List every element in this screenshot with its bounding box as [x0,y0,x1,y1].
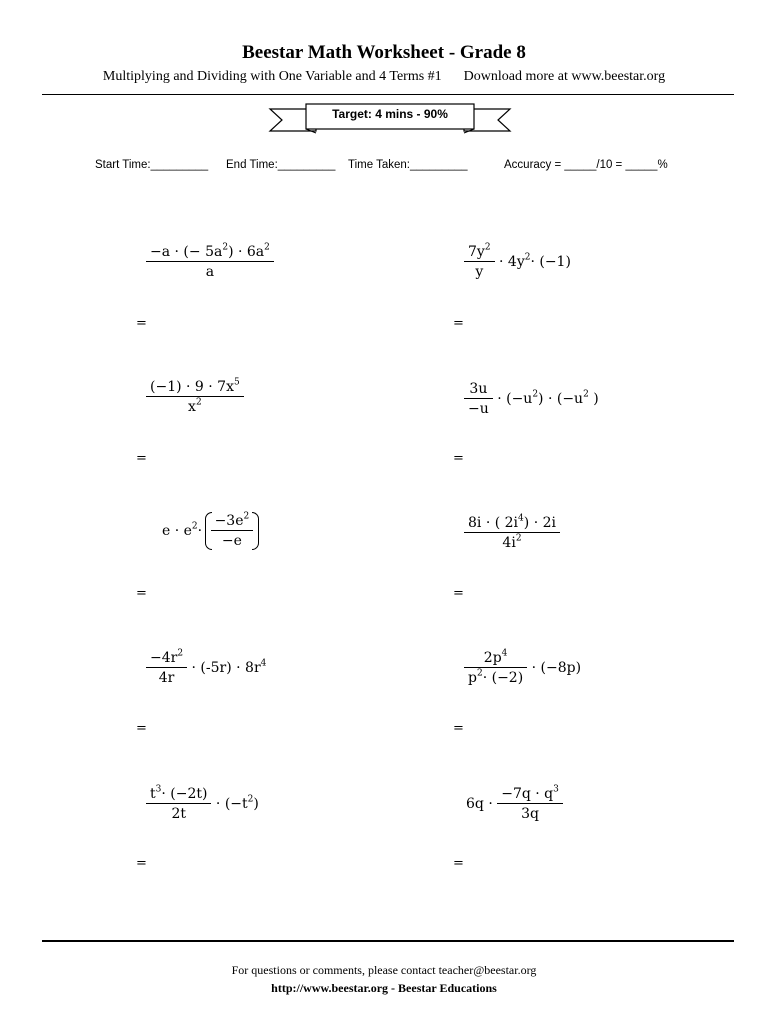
answer-4-equals: = [453,451,464,466]
problem-9-rest: · $(-t^2)$ [215,794,259,812]
answer-2-equals: = [453,316,464,331]
problem-5-prefix: $e \cdot e^2\cdot$ [162,521,203,539]
problem-8-fraction [464,650,527,686]
footer-contact: For questions or comments, please contact teacher@beestar.org [231,963,537,977]
problem-3-fraction [146,379,244,415]
problem-9-numerator: $t^3\cdot (-2t)$ [146,786,211,804]
problem-1-fraction [146,244,274,280]
start-time-field[interactable]: Start Time:_________ [95,159,209,171]
problem-8 [464,650,581,686]
answer-8-equals: = [453,721,464,736]
problem-10-fraction [497,786,563,822]
problem-9-denominator: 2t [171,806,186,822]
problem-9-fraction [146,786,211,822]
problem-4 [464,381,599,417]
problem-8-rest: · (−8p) [531,660,582,676]
time-taken-field[interactable]: Time Taken:_________ [348,159,468,171]
problem-10-prefix: 6q · [466,796,493,812]
problem-4-rest: · $(-u^2) \cdot (-u^2$ ) [497,389,599,407]
problem-4-numerator: 3u [464,381,493,399]
problem-10 [466,786,563,822]
header-divider [42,94,734,95]
problem-5-parentheses [207,512,258,550]
problem-7-numerator: $-4r^2$ [146,650,187,668]
problem-10-denominator: 3q [521,806,539,822]
footer-site-link[interactable]: http://www.beestar.org - Beestar Educations [271,981,497,995]
problem-5-denominator: −e [221,533,242,549]
problem-10-numerator: $-7q \cdot q^3$ [497,786,563,804]
answer-7-equals: = [136,721,147,736]
problem-1-denominator: a [205,264,215,280]
problem-7-denominator: 4r [158,670,175,686]
answer-3-equals: = [136,451,147,466]
problem-6 [464,515,560,551]
end-time-field[interactable]: End Time:_________ [226,159,336,171]
worksheet-title: Beestar Math Worksheet - Grade 8 [242,42,526,63]
problem-6-numerator: 8i · ( $2i^4) \cdot 2i$ [464,515,560,533]
problem-2-numerator: $7y^2$ [464,244,495,262]
accuracy-field[interactable]: Accuracy = _____/10 = _____% [504,159,668,171]
problem-1 [146,244,274,280]
problem-2-fraction [464,244,495,280]
answer-10-equals: = [453,856,464,871]
footer-divider [42,940,734,942]
problem-3 [146,379,244,415]
answer-1-equals: = [136,316,147,331]
problem-5-numerator: $-3e^2$ [211,513,254,531]
problem-3-denominator: $x^2$ [188,397,202,415]
answer-9-equals: = [136,856,147,871]
problem-7-rest: · $(-5r) \cdot 8r^4$ [191,658,267,676]
problem-9 [146,786,259,822]
answer-6-equals: = [453,586,464,601]
problem-7-fraction [146,650,187,686]
problem-4-denominator: −u [468,401,489,417]
problem-4-fraction [464,381,493,417]
download-link[interactable]: Download more at www.beestar.org [463,69,666,84]
problem-5 [162,512,257,550]
worksheet-subtitle [0,69,768,85]
subtitle-text: Multiplying and Dividing with One Variable and 4 Terms #1 [102,69,442,84]
answer-5-equals: = [136,586,147,601]
problem-6-fraction [464,515,560,551]
problem-5-fraction [211,513,254,549]
problem-2-denominator: y [475,264,484,280]
problem-1-numerator: −a · (− $5a^2) \cdot 6a^2$ [146,244,274,262]
problem-7 [146,650,266,686]
problem-6-denominator: $4i^2$ [502,533,522,551]
problem-2 [464,244,571,280]
problem-8-denominator: $p^2\cdot (-2)$ [468,668,524,686]
problem-2-rest: · $4y^2\cdot (-1)$ [499,252,571,270]
target-text: Target: 4 mins - 90% [332,107,448,121]
problem-3-numerator: $(-1) \cdot 9 \cdot 7x^5$ [146,379,244,397]
problem-8-numerator: $2p^4$ [464,650,527,668]
